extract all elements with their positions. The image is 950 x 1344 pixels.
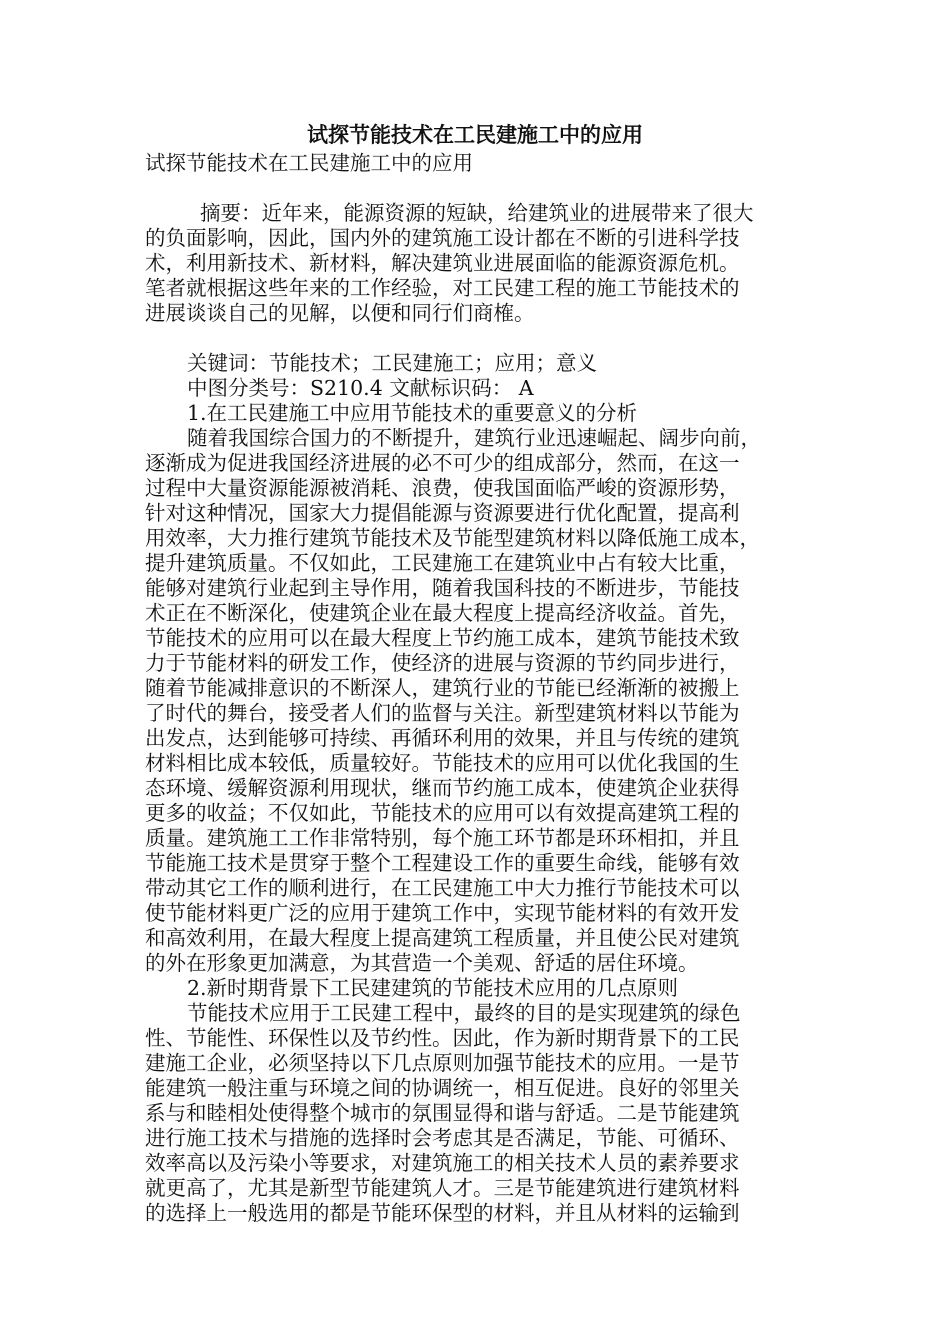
section1-line: 更多的收益；不仅如此，节能技术的应用可以有效提高建筑工程的 (145, 801, 740, 825)
classification: 中图分类号：S210.4 文献标识码： A (187, 376, 534, 400)
section2-line: 就更高了，尤其是新型节能建筑人才。三是节能建筑进行建筑材料 (145, 1176, 740, 1200)
section1-line: 带动其它工作的顺利进行，在工民建施工中大力推行节能技术可以 (145, 876, 740, 900)
document-title: 试探节能技术在工民建施工中的应用 (307, 123, 643, 147)
section1-line: 力于节能材料的研发工作，使经济的进展与资源的节约同步进行， (145, 651, 740, 675)
section1-line: 用效率，大力推行建筑节能技术及节能型建筑材料以降低施工成本， (145, 526, 760, 550)
abstract-line: 的负面影响，因此，国内外的建筑施工设计都在不断的引进科学技 (145, 226, 740, 250)
abstract-line: 笔者就根据这些年来的工作经验，对工民建工程的施工节能技术的 (145, 276, 740, 300)
section1-line: 和高效利用，在最大程度上提高建筑工程质量，并且使公民对建筑 (145, 926, 740, 950)
abstract-line: 术，利用新技术、新材料，解决建筑业进展面临的能源资源危机。 (145, 251, 740, 275)
section-heading-1: 1.在工民建施工中应用节能技术的重要意义的分析 (187, 401, 638, 425)
section2-line: 进行施工技术与措施的选择时会考虑其是否满足，节能、可循环、 (145, 1126, 740, 1150)
section1-line: 针对这种情况，国家大力提倡能源与资源要进行优化配置，提高利 (145, 501, 740, 525)
section2-line: 建施工企业，必须坚持以下几点原则加强节能技术的应用。一是节 (145, 1051, 740, 1075)
section1-line: 质量。建筑施工工作非常特别，每个施工环节都是环环相扣，并且 (145, 826, 740, 850)
section2-line: 效率高以及污染小等要求，对建筑施工的相关技术人员的素养要求 (145, 1151, 740, 1175)
section1-line: 术正在不断深化，使建筑企业在最大程度上提高经济收益。首先， (145, 601, 740, 625)
section1-line: 能够对建筑行业起到主导作用，随着我国科技的不断进步，节能技 (145, 576, 740, 600)
section1-line: 逐渐成为促进我国经济进展的必不可少的组成部分，然而，在这一 (145, 451, 740, 475)
section1-line: 节能施工技术是贯穿于整个工程建设工作的重要生命线，能够有效 (145, 851, 740, 875)
section1-line: 态环境、缓解资源利用现状，继而节约施工成本，使建筑企业获得 (145, 776, 740, 800)
document-subtitle: 试探节能技术在工民建施工中的应用 (145, 151, 473, 175)
section1-line: 使节能材料更广泛的应用于建筑工作中，实现节能材料的有效开发 (145, 901, 740, 925)
section2-line: 能建筑一般注重与环境之间的协调统一，相互促进。良好的邻里关 (145, 1076, 740, 1100)
section2-line: 的选择上一般选用的都是节能环保型的材料，并且从材料的运输到 (145, 1201, 740, 1225)
section1-line: 出发点，达到能够可持续、再循环利用的效果，并且与传统的建筑 (145, 726, 740, 750)
section1-line: 的外在形象更加满意，为其营造一个美观、舒适的居住环境。 (145, 951, 699, 975)
section2-line: 系与和睦相处使得整个城市的氛围显得和谐与舒适。二是节能建筑 (145, 1101, 740, 1125)
section1-line: 了时代的舞台，接受者人们的监督与关注。新型建筑材料以节能为 (145, 701, 740, 725)
section1-line: 提升建筑质量。不仅如此，工民建施工在建筑业中占有较大比重， (145, 551, 740, 575)
section1-line: 过程中大量资源能源被消耗、浪费，使我国面临严峻的资源形势， (145, 476, 740, 500)
section-heading-2: 2.新时期背景下工民建建筑的节能技术应用的几点原则 (187, 976, 679, 1000)
section1-line: 随着我国综合国力的不断提升，建筑行业迅速崛起、阔步向前， (187, 426, 761, 450)
section1-line: 随着节能减排意识的不断深人，建筑行业的节能已经渐渐的被搬上 (145, 676, 740, 700)
keywords: 关键词：节能技术；工民建施工；应用；意义 (187, 351, 597, 375)
section1-line: 材料相比成本较低，质量较好。节能技术的应用可以优化我国的生 (145, 751, 740, 775)
abstract-line: 摘要：近年来，能源资源的短缺，给建筑业的进展带来了很大 (200, 201, 754, 225)
section2-line: 节能技术应用于工民建工程中，最终的目的是实现建筑的绿色 (187, 1001, 741, 1025)
abstract-line: 进展谈谈自己的见解，以便和同行们商榷。 (145, 301, 535, 325)
section2-line: 性、节能性、环保性以及节约性。因此，作为新时期背景下的工民 (145, 1026, 740, 1050)
section1-line: 节能技术的应用可以在最大程度上节约施工成本，建筑节能技术致 (145, 626, 740, 650)
